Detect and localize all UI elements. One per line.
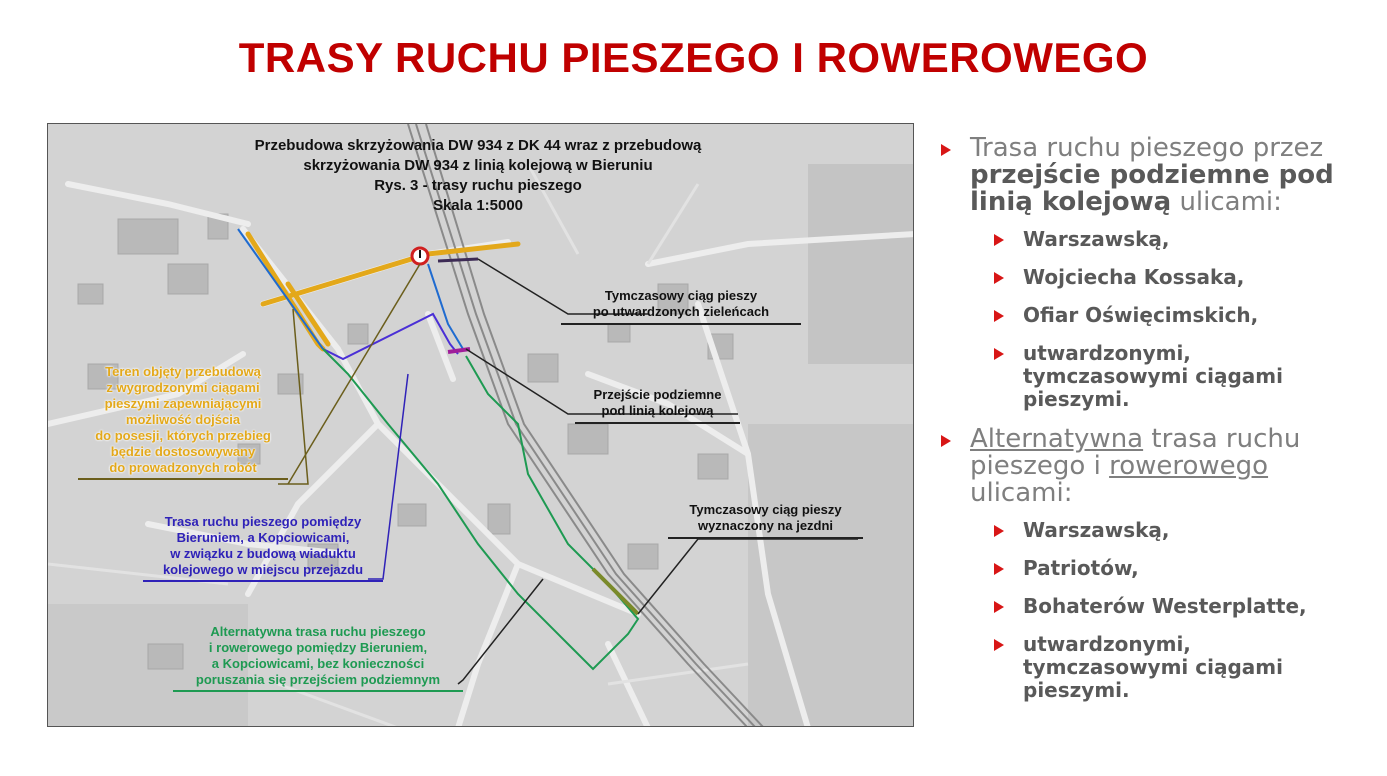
list-item-text: Patriotów,	[1023, 556, 1139, 580]
label-alternative-route	[173, 624, 463, 692]
triangle-bullet-icon	[994, 639, 1004, 651]
label-line: Przejście podziemne	[593, 387, 722, 402]
label-temporary-path-greens	[561, 288, 801, 325]
label-line: poruszania się przejściem podziemnym	[195, 672, 441, 687]
list-item	[941, 557, 1361, 580]
route-map	[47, 123, 914, 727]
list-item-text: utwardzonymi, tymczasowymi ciągami pieszymi.	[1023, 341, 1283, 411]
sub-list-1	[941, 228, 1361, 411]
label-line: będzie dostosowywany	[110, 444, 256, 459]
triangle-bullet-icon	[994, 525, 1004, 537]
triangle-bullet-icon	[994, 310, 1004, 322]
bullet-underlined-text: Alternatywna	[970, 424, 1144, 454]
list-item-text: Wojciecha Kossaka,	[1023, 265, 1245, 289]
map-title-line: Rys. 3 - trasy ruchu pieszego	[374, 177, 582, 194]
list-item	[941, 519, 1361, 542]
label-line: z wygrodzonymi ciągami	[106, 380, 260, 395]
triangle-bullet-icon	[994, 348, 1004, 360]
list-item-text: Warszawską,	[1023, 518, 1170, 542]
bullet-text: Trasa ruchu pieszego przez	[970, 133, 1324, 163]
list-item	[941, 633, 1361, 702]
list-item-text: Warszawską,	[1023, 227, 1170, 251]
label-line: Alternatywna trasa ruchu pieszego	[210, 624, 426, 639]
bullet-text: trasa ruchu pieszego i	[970, 424, 1301, 481]
label-line: Trasa ruchu pieszego pomiędzy	[164, 514, 362, 529]
label-line: wyznaczony na jezdni	[697, 518, 834, 533]
list-item	[941, 304, 1361, 327]
label-construction-area	[78, 364, 288, 480]
sub-list-2	[941, 519, 1361, 702]
triangle-bullet-icon	[994, 563, 1004, 575]
no-entry-icon	[412, 248, 428, 264]
map-title	[188, 136, 768, 216]
label-line: Tymczasowy ciąg pieszy	[604, 288, 758, 303]
triangle-bullet-icon	[994, 272, 1004, 284]
label-temporary-path-road	[668, 502, 863, 539]
triangle-bullet-icon	[994, 234, 1004, 246]
list-item-text: Bohaterów Westerplatte,	[1023, 594, 1307, 618]
list-item	[941, 342, 1361, 411]
label-underpass	[575, 387, 740, 424]
label-line: a Kopciowicami, bez konieczności	[211, 656, 425, 671]
triangle-bullet-icon	[941, 435, 951, 447]
bullet-text: ulicami:	[1179, 187, 1282, 217]
label-line: Tymczasowy ciąg pieszy	[689, 502, 842, 517]
label-line: możliwość dojścia	[125, 412, 241, 427]
map-title-line: Przebudowa skrzyżowania DW 934 z DK 44 wraz z przebudową	[254, 137, 702, 154]
list-item	[941, 228, 1361, 251]
bullet-alternative-route	[941, 426, 1361, 507]
label-line: Bieruniem, a Kopciowicami,	[176, 530, 350, 545]
bullet-text: ulicami:	[970, 478, 1073, 508]
triangle-bullet-icon	[941, 144, 951, 156]
list-item	[941, 266, 1361, 289]
slide-title: TRASY RUCHU PIESZEGO I ROWEROWEGO	[238, 34, 1149, 81]
label-line: kolejowego w miejscu przejazdu	[162, 562, 364, 577]
label-line: w związku z budową wiaduktu	[170, 546, 356, 561]
label-line: pieszymi zapewniającymi	[104, 396, 262, 411]
map-title-line: skrzyżowania DW 934 z linią kolejową w Bieruniu	[303, 157, 653, 174]
label-pedestrian-route	[143, 514, 383, 582]
list-item-text: utwardzonymi, tymczasowymi ciągami pieszymi.	[1023, 632, 1283, 702]
list-item	[941, 595, 1361, 618]
label-line: do posesji, których przebieg	[95, 428, 271, 443]
bullet-panel	[941, 135, 1361, 717]
label-line: pod linią kolejową	[601, 403, 714, 418]
label-line: i rowerowego pomiędzy Bieruniem,	[208, 640, 428, 655]
label-line: Teren objęty przebudową	[105, 364, 261, 379]
bullet-bold-text: przejście podziemne pod linią kolejową	[970, 160, 1334, 217]
label-line: do prowadzonych robót	[109, 460, 257, 475]
triangle-bullet-icon	[994, 601, 1004, 613]
bullet-underpass-route	[941, 135, 1361, 216]
list-item-text: Ofiar Oświęcimskich,	[1023, 303, 1259, 327]
label-line: po utwardzonych zieleńcach	[592, 304, 770, 319]
bullet-underlined-text: rowerowego	[1109, 451, 1269, 481]
map-title-line: Skala 1:5000	[432, 197, 524, 214]
